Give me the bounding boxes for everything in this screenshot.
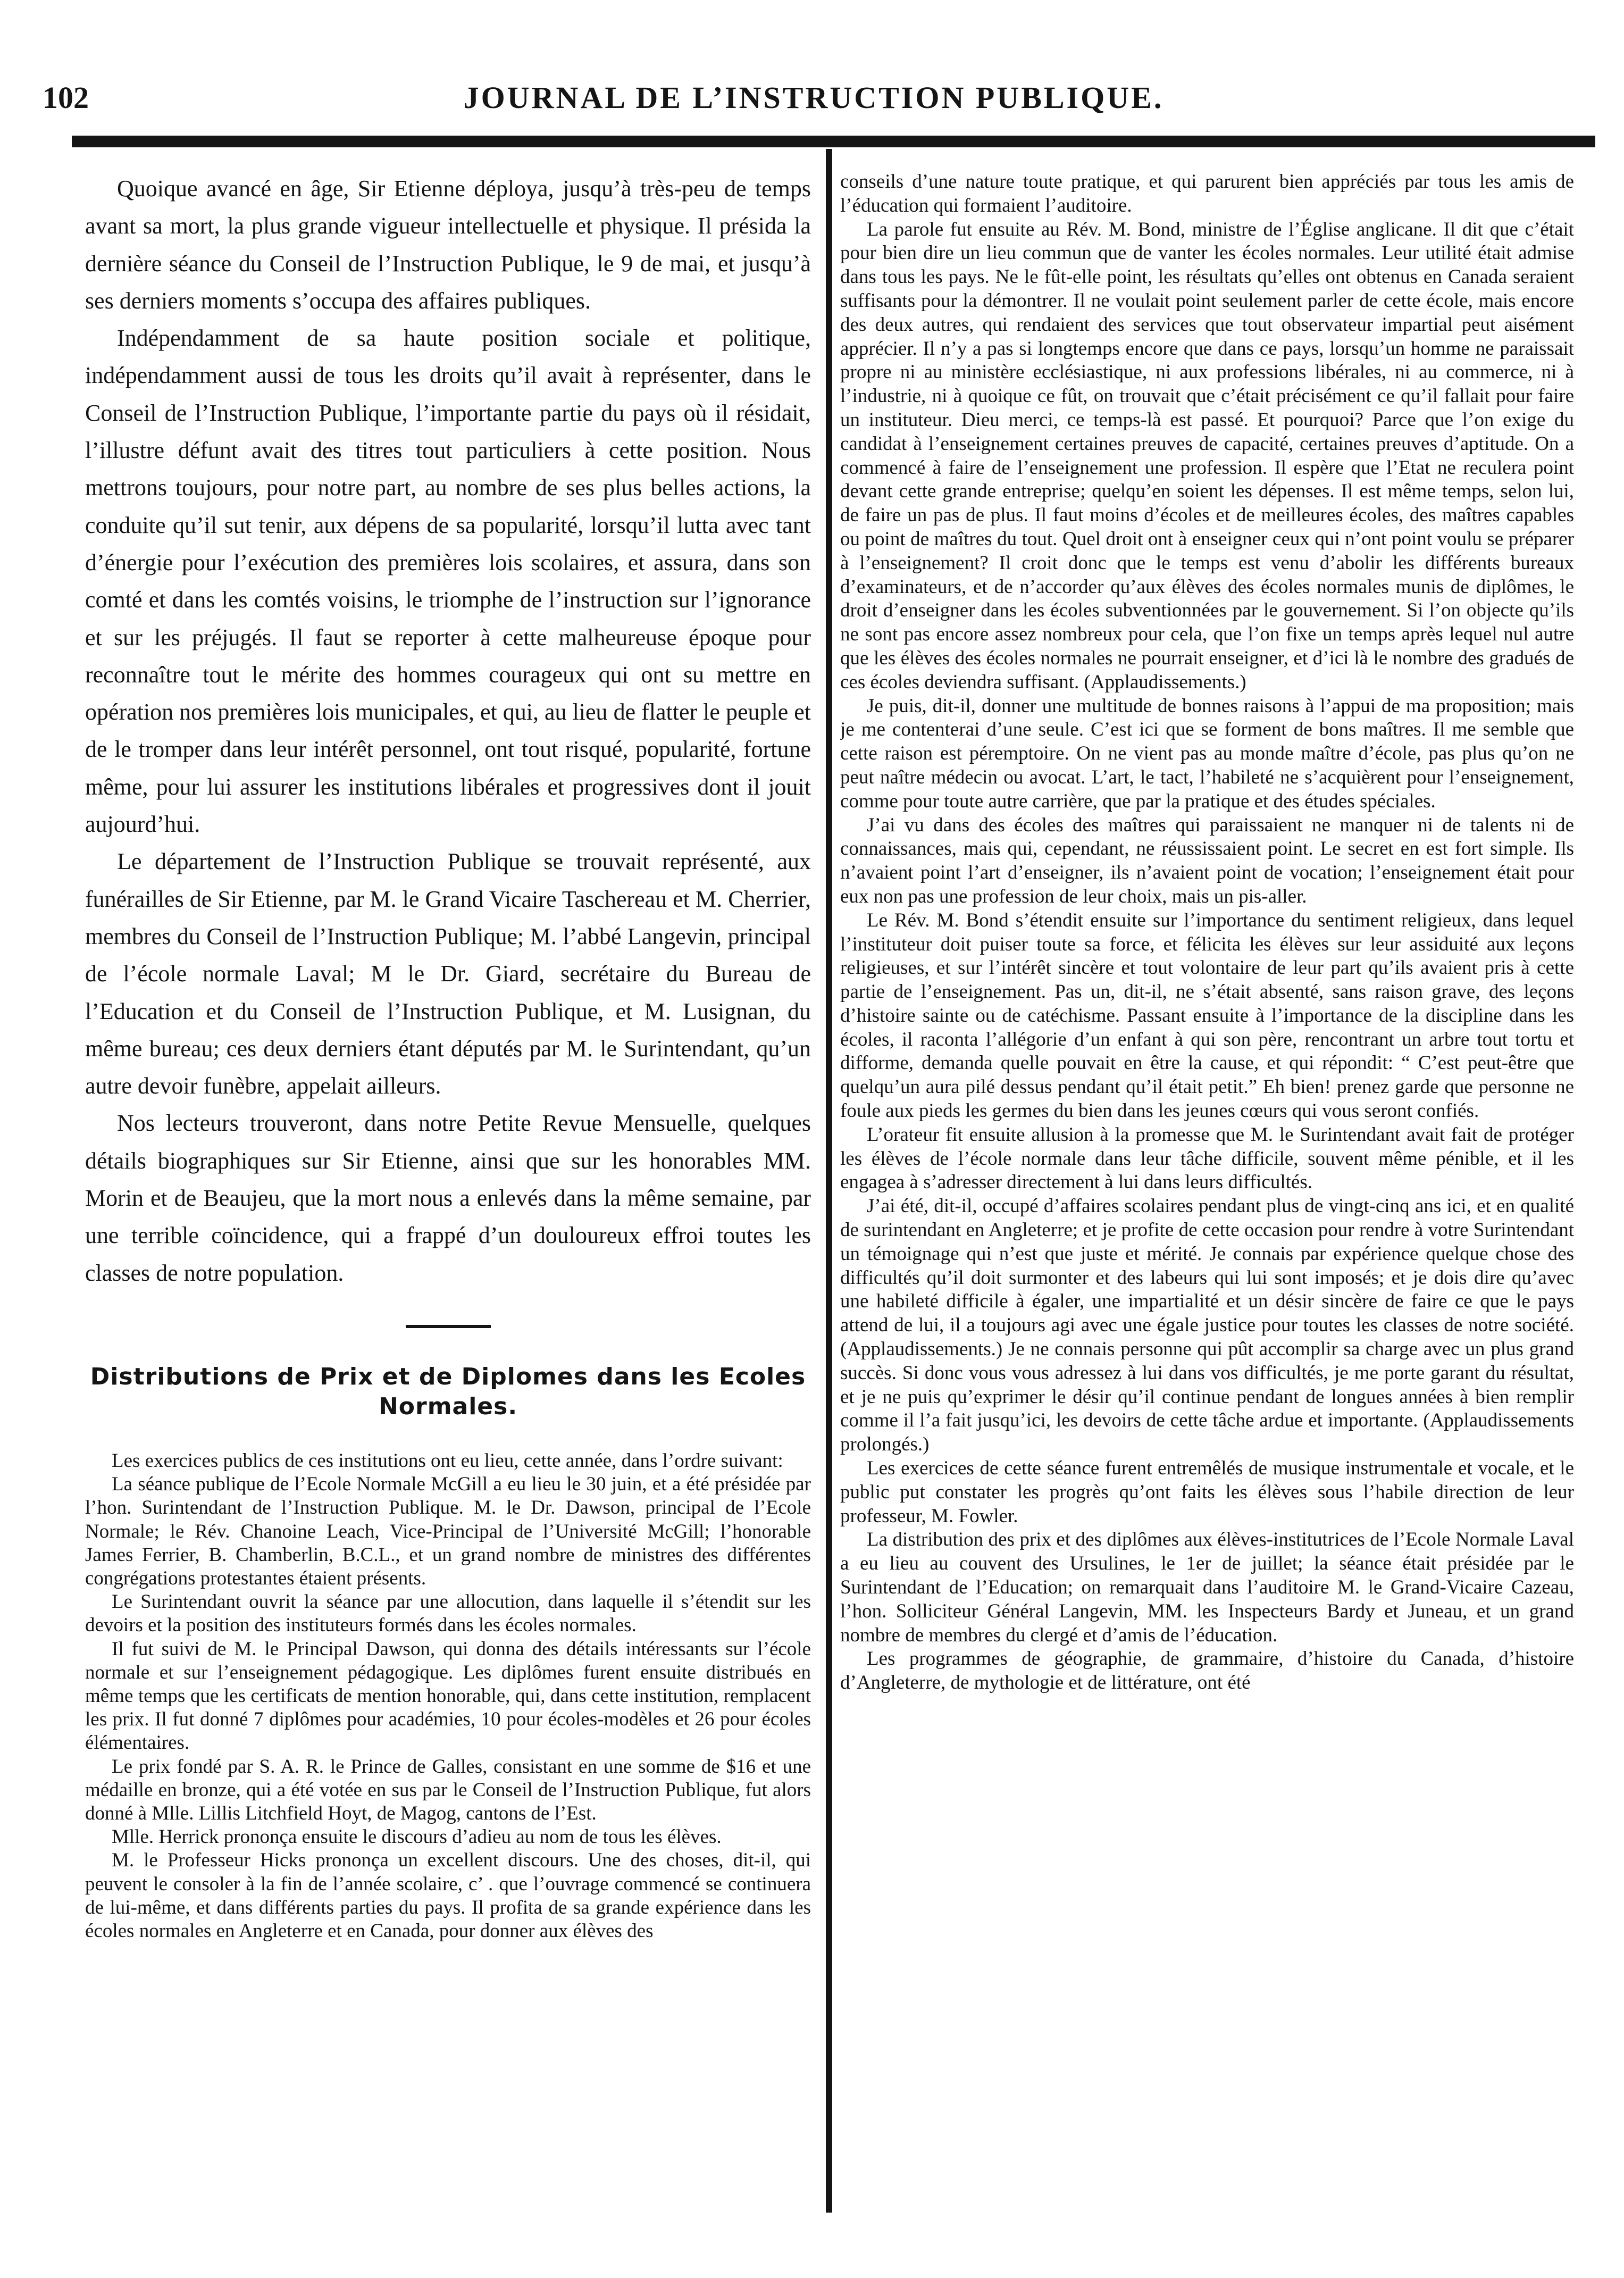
paragraph: conseils d’une nature toute pratique, et qui parurent bien appréciés par tous les amis de l’éducation qui formaient l’auditoire. [840, 171, 1574, 216]
page-number: 102 [43, 80, 89, 115]
left-column [85, 170, 811, 2213]
paragraph: Les programmes de géographie, de grammaire, d’histoire du Canada, d’histoire d’Angleterre, de mythologie et de littérature, ont été [840, 1648, 1574, 1694]
paragraph: La séance publique de l’Ecole Normale McGill a eu lieu le 30 juin, et a été présidée par l’hon. Surintendant de l’Instruction Publique. M. le Dr. Dawson, principal de l’Ecole Normale; le Rév. Chanoine Leach, Vice-Principal de l’Université McGill; l’honorable James Ferrier, B. Chamberlin, B.C.L., et un grand nombre de ministres des différentes congrégations protestantes étaient présents. [85, 1473, 811, 1589]
paragraph: Mlle. Herrick prononça ensuite le discours d’adieu au nom de tous les élèves. [112, 1826, 722, 1848]
column-divider [826, 149, 832, 2213]
paragraph: L’orateur fit ensuite allusion à la promesse que M. le Surintendant avait fait de protéger les élèves de l’école normale dans leur tâche difficile, souvent même pénible, et il les engagea à s’adresser directement à lui dans leurs difficultés. [840, 1123, 1574, 1194]
journal-title: JOURNAL DE L’INSTRUCTION PUBLIQUE. [463, 80, 1164, 115]
page-header [32, 80, 1595, 128]
paragraph: Quoique avancé en âge, Sir Etienne déploya, jusqu’à très-peu de temps avant sa mort, la plus grande vigueur intellectuelle et physique. Il présida la dernière séance du Conseil de l’Instruction Publique, le 9 de mai, et jusqu’à ses derniers moments s’occupa des affaires publiques. [85, 176, 811, 314]
paragraph: Je puis, dit-il, donner une multitude de bonnes raisons à l’appui de ma proposition; mais je me contenterai d’une seule. C’est ici que se forment de bons maîtres. Il me semble que cette raison est péremptoire. On ne vient pas au monde maître d’école, pas plus qu’on ne peut naître médecin ou avocat. L’art, le tact, l’habileté ne s’acquièrent pour l’enseignement, comme pour toute autre carrière, que par la pratique et des études spéciales. [840, 695, 1574, 812]
paragraph: Les exercices publics de ces institutions ont eu lieu, cette année, dans l’ordre suivant: [112, 1449, 783, 1472]
paragraph: Indépendamment de sa haute position sociale et politique, indépendamment aussi de tous les droits qu’il avait à représenter, dans le Conseil de l’Instruction Publique, l’importante partie du pays où il résidait, l’illustre défunt avait des titres tout particuliers à cette position. Nous mettrons toujours, pour notre part, au nombre de ses plus belles actions, la conduite qu’il sut tenir, aux dépens de sa popularité, lorsqu’il lutta avec tant d’énergie pour l’exécution des premières lois scolaires, et assura, dans son comté et dans les comtés voisins, le triomphe de l’instruction sur l’ignorance et sur les préjugés. Il faut se reporter à cette malheureuse époque pour reconnaître tout le mérite des hommes courageux qui ont su mettre en opération nos premières lois municipales, et qui, au lieu de flatter le peuple et de le tromper dans leur intérêt personnel, ont tout risqué, popularité, fortune même, pour lui assurer les institutions libérales et progressives dont il jouit aujourd’hui. [85, 325, 811, 838]
paragraph: Le Surintendant ouvrit la séance par une allocution, dans laquelle il s’étendit sur les devoirs et la position des instituteurs formés dans les écoles normales. [85, 1591, 811, 1637]
paragraph: Le Rév. M. Bond s’étendit ensuite sur l’importance du sentiment religieux, dans lequel l’instituteur doit puiser toute sa force, et félicita les élèves sur leur assiduité aux leçons religieuses, et sur l’intérêt sincère et tout volontaire de leur part qu’ils avaient pris à cette partie de l’enseignement. Pas un, dit-il, ne s’était absenté, sans raison grave, des leçons d’histoire sainte ou de catéchisme. Passant ensuite à l’importance de la discipline dans les écoles, il raconta l’allégorie d’un enfant à qui son père, rencontrant un arbre tout tortu et difforme, demanda quelle pouvait en être la cause, et qui répondit: “ C’est peut-être que quelqu’un aura pilé dessus pendant qu’il était petit.” Eh bien! prenez garde que personne ne foule aux pieds les germes du bien dans les jeunes cœurs qui vous seront confiés. [840, 909, 1574, 1122]
paragraph: Nos lecteurs trouveront, dans notre Petite Revue Mensuelle, quelques détails biographiques sur Sir Etienne, ainsi que sur les honorables MM. Morin et de Beaujeu, que la mort nous a enlevés dans la même semaine, par une terrible coïncidence, qui a frappé d’un douloureux effroi toutes les classes de notre population. [85, 1110, 811, 1286]
header-rule [72, 136, 1595, 147]
paragraph: J’ai vu dans des écoles des maîtres qui paraissaient ne manquer ni de talents ni de connaissances, mais qui, cependant, ne réussissaient point. Le secret en est fort simple. Ils n’avaient point l’art d’enseigner, ils n’avaient point de vocation; l’enseignement était pour eux non pas une profession de leur choix, mais un pis-aller. [840, 814, 1574, 907]
paragraph: La distribution des prix et des diplômes aux élèves-institutrices de l’Ecole Normale Laval a eu lieu au couvent des Ursulines, le 1er de juillet; la séance était présidée par le Surintendant de l’Education; on remarquait dans l’auditoire M. le Grand-Vicaire Cazeau, l’hon. Solliciteur Général Langevin, MM. les Inspecteurs Bardy et Juneau, et un grand nombre de membres du clergé et d’amis de l’éducation. [840, 1529, 1574, 1646]
paragraph: Le département de l’Instruction Publique se trouvait représenté, aux funérailles de Sir Etienne, par M. le Grand Vicaire Taschereau et M. Cherrier, membres du Conseil de l’Instruction Publique; M. l’abbé Langevin, principal de l’école normale Laval; M le Dr. Giard, secrétaire du Bureau de l’Education et du Conseil de l’Instruction Publique, et M. Lusignan, du même bureau; ces deux derniers étant députés par M. le Surintendant, qu’un autre devoir funèbre, appelait ailleurs. [85, 848, 811, 1099]
right-column [840, 170, 1574, 2213]
paragraph: Il fut suivi de M. le Principal Dawson, qui donna des détails intéressants sur l’école normale et sur l’enseignement pédagogique. Les diplômes furent ensuite distribués en même temps que les certificats de mention honorable, qui, dans cette institution, remplacent les prix. Il fut donné 7 diplômes pour académies, 10 pour écoles-modèles et 26 pour écoles élémentaires. [85, 1638, 811, 1754]
paragraph: J’ai été, dit-il, occupé d’affaires scolaires pendant plus de vingt-cinq ans ici, et en qualité de surintendant en Angleterre; et je profite de cette occasion pour rendre à votre Surintendant un témoignage qui n’est que juste et mérité. Je connais par expérience quelque chose des difficultés qu’il doit surmonter et des labeurs qui lui sont imposés; et je dois dire qu’avec une habileté difficile à égaler, une impartialité et un désir sincère de faire ce que le pays attend de lui, il a toujours agi avec une égale justice pour toutes les classes de notre société. (Applaudissements.) Je ne connais personne qui pût accomplir sa charge avec un plus grand succès. Si donc vous vous adressez à lui dans vos difficultés, je me porte garant du résultat, et je ne puis qu’exprimer le désir qu’il continue pendant de longues années à bien remplir comme il l’a fait jusqu’ici, les devoirs de cette tâche ardue et importante. (Applaudissements prolongés.) [840, 1195, 1574, 1456]
paragraph: Les exercices de cette séance furent entremêlés de musique instrumentale et vocale, et le public put constater les progrès qu’ont faits les élèves sous l’habile direction de leur professeur, M. Fowler. [840, 1457, 1574, 1527]
paragraph: La parole fut ensuite au Rév. M. Bond, ministre de l’Église anglicane. Il dit que c’était pour bien dire un lieu commun que de vanter les écoles normales. Leur utilité était admise dans tous les pays. Ne le fût-elle point, les résultats qu’elles ont obtenus en Canada seraient suffisants pour la démontrer. Il ne voulait point seulement parler de cette école, mais encore des deux autres, qui rendaient des services que tout observateur impartial peut aisément apprécier. Il n’y a pas si longtemps encore que dans ce pays, lorsqu’un homme ne paraissait propre ni au ministère ecclésiastique, ni aux professions libérales, ni au commerce, ni à l’industrie, ni à quoique ce fût, on trouvait que c’était précisément ce qu’il fallait pour faire un instituteur. Dieu merci, ce temps-là est passé. Et pourquoi? Parce que l’on exige du candidat à l’enseignement certaines preuves de capacité, certaines preuves d’aptitude. On a commencé à faire de l’enseignement une profession. Il espère que l’Etat ne reculera point devant cette grande entreprise; quelqu’en soient les dépenses. Il est même temps, selon lui, de faire un pas de plus. Il faut moins d’écoles et de meilleures écoles, des maîtres capables ou point de maîtres du tout. Quel droit ont à enseigner ceux qui n’ont point voulu se préparer à l’enseignement? Il croit donc que le temps est venu d’abolir les différents bureaux d’examinateurs, et de n’accorder qu’aux élèves des écoles normales munis de diplômes, le droit d’enseigner dans les écoles subventionnées par le gouvernement. Si l’on objecte qu’ils ne sont pas encore assez nombreux pour cela, que l’on fixe un temps après lequel nul autre que les élèves des écoles normales ne pourrait enseigner, et d’ici là le nombre des gradués de ces écoles deviendra suffisant. (Applaudissements.) [840, 218, 1574, 693]
paragraph: Le prix fondé par S. A. R. le Prince de Galles, consistant en une somme de $16 et une médaille en bronze, qui a été votée en sus par le Conseil de l’Instruction Publique, fut alors donné à Mlle. Lillis Litchfield Hoyt, de Magog, cantons de l’Est. [85, 1755, 811, 1824]
section-separator [406, 1325, 491, 1328]
section-body [85, 1449, 811, 1943]
section-title: Distributions de Prix et de Diplomes dans les Ecoles Normales. [90, 1363, 806, 1420]
paragraph: M. le Professeur Hicks prononça un excellent discours. Une des choses, dit-il, qui peuvent le consoler à la fin de l’année scolaire, c’ . que l’ouvrage commencé se continuera de lui-même, et dans différents parties du pays. Il profita de sa grande expérience dans les écoles normales en Angleterre et en Canada, pour donner aux élèves des [85, 1849, 811, 1942]
